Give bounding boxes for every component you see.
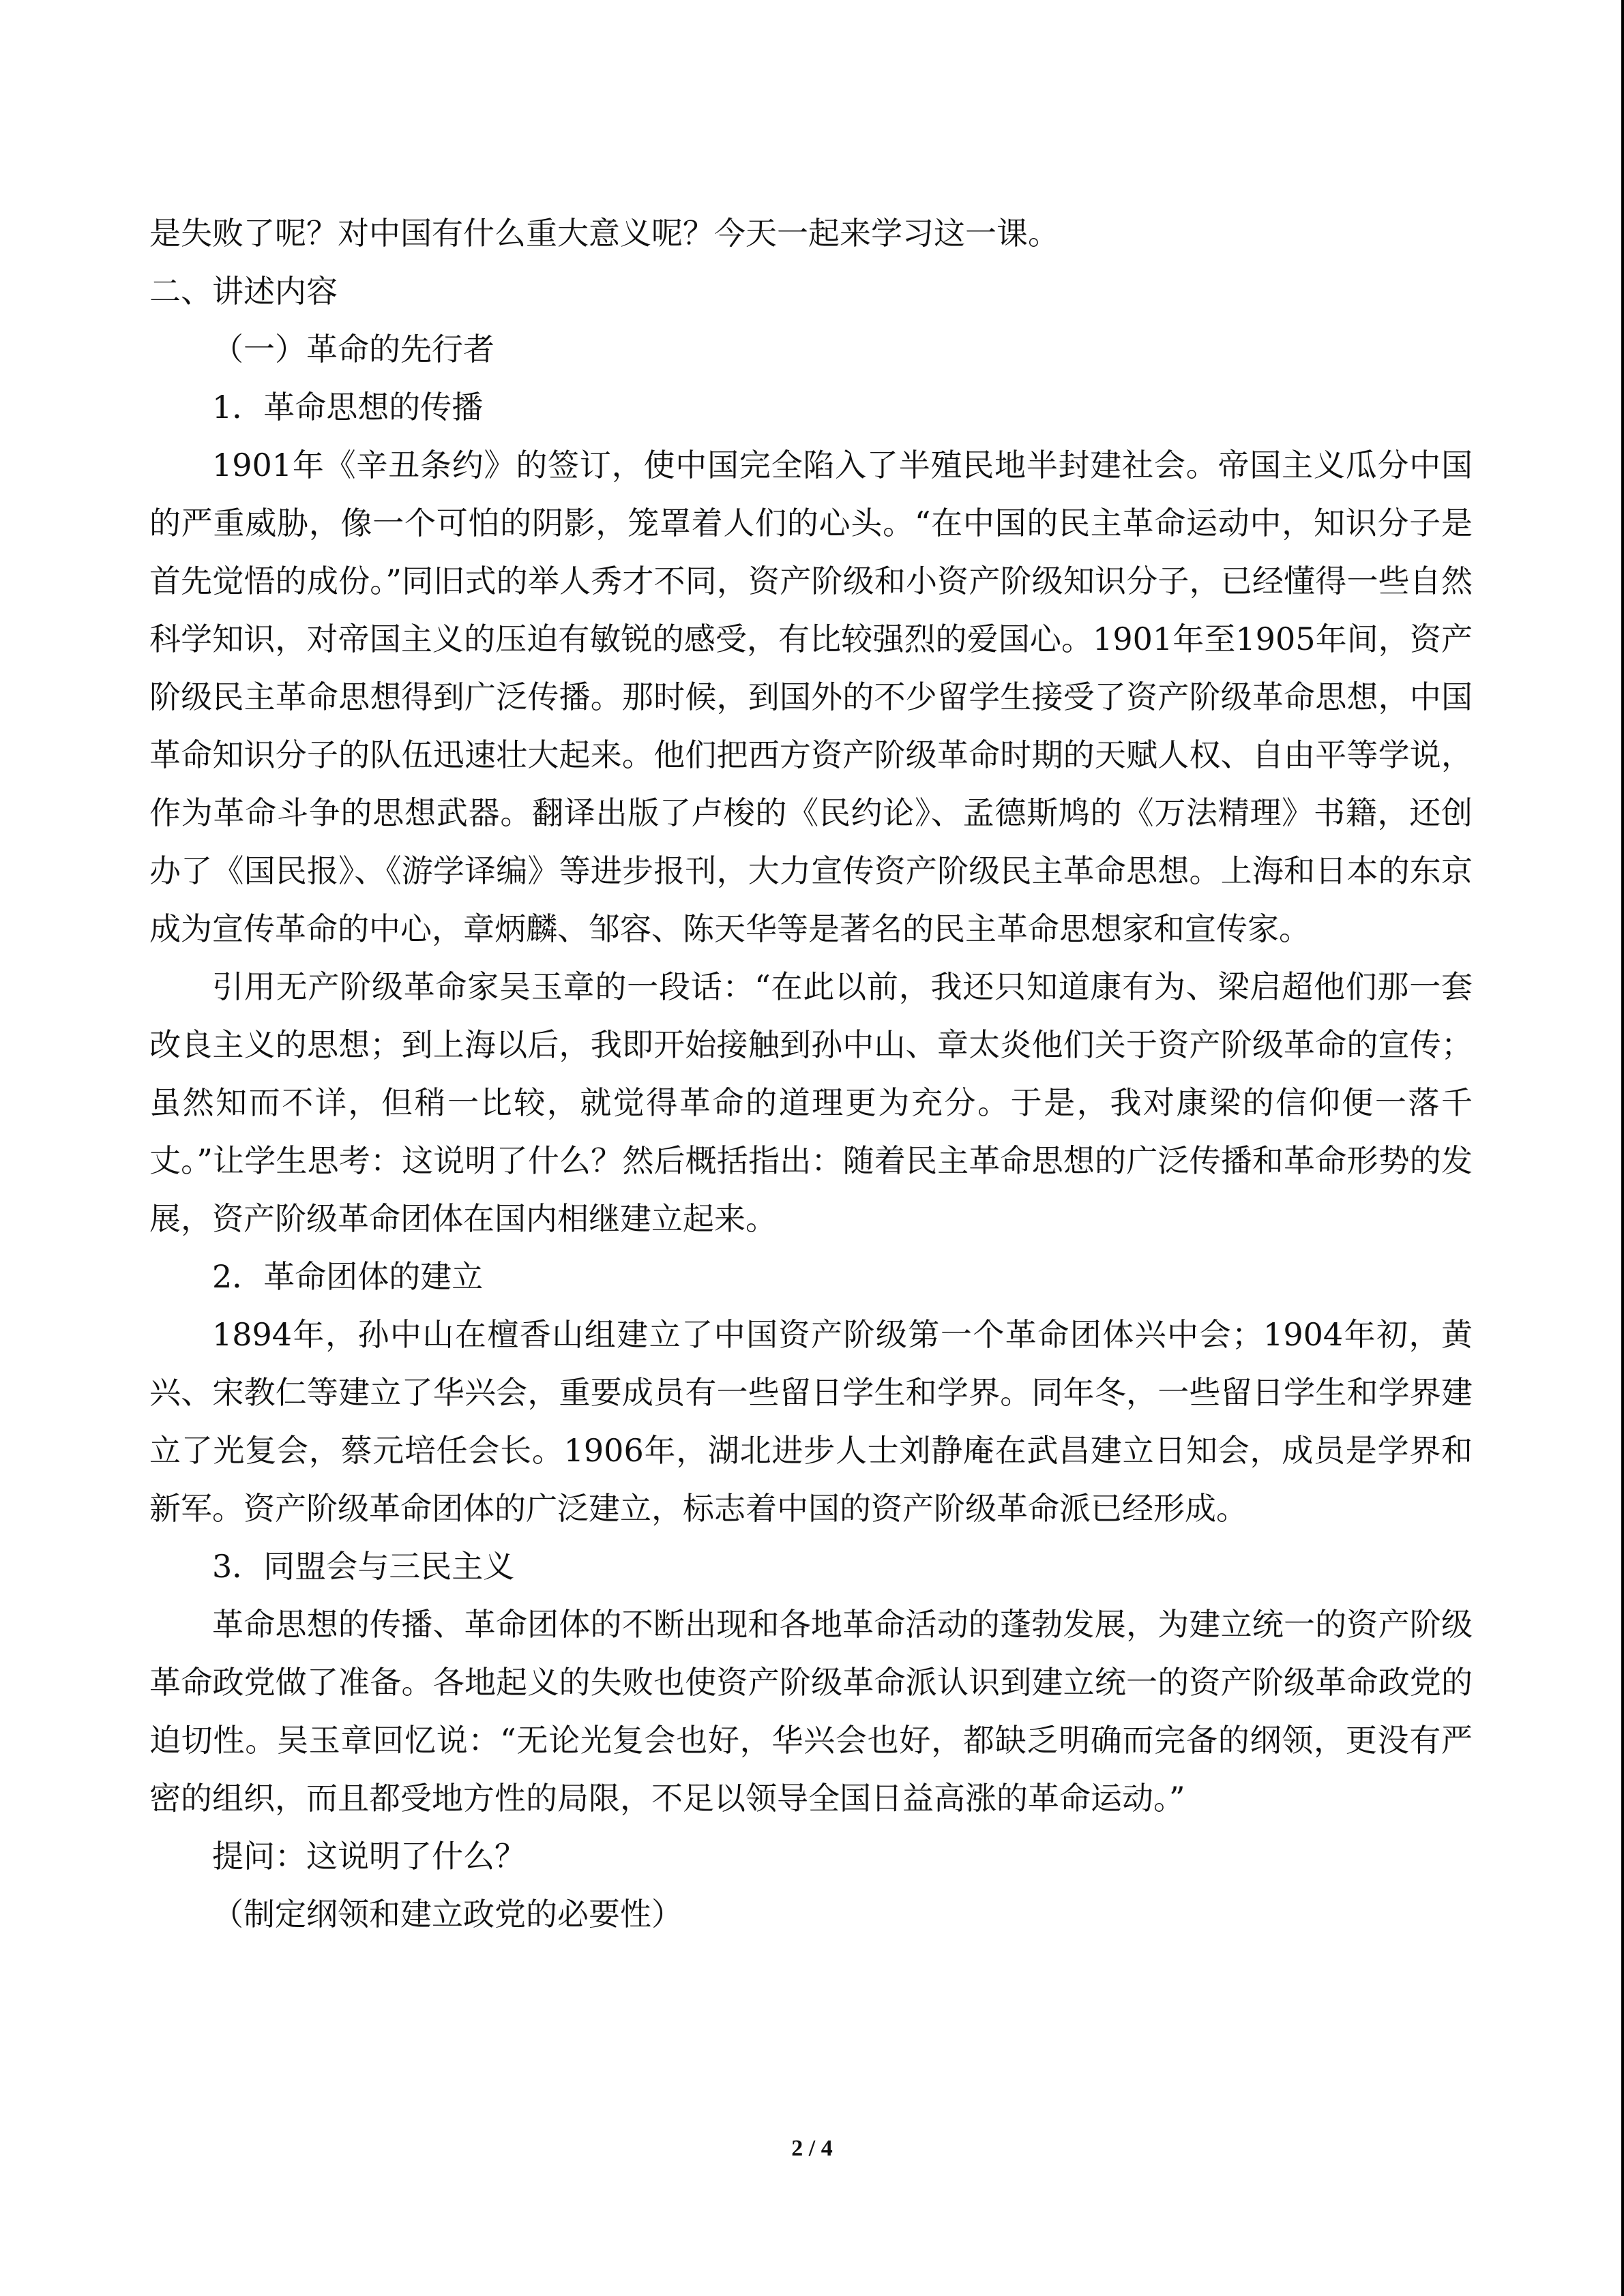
paragraph-answer: （制定纲领和建立政党的必要性） <box>212 1896 683 1933</box>
point-heading-tongmenghui: 3．同盟会与三民主义 <box>212 1548 515 1585</box>
paragraph-revolutionary-groups: 1894年，孙中山在檀香山组建立了中国资产阶级第一个革命团体兴中会；1904年初，黄兴、宋教仁等建立了华兴会，重要成员有一些留日学生和学界。同年冬，一些留日学生和学界建立了光复会，蔡元培任会长。1906年，湖北进步人士刘静庵在武昌建立日知会，成员是学界和新军。资产阶级革命团体的广泛建立，标志着中国的资产阶级革命派已经形成。 <box>149 1316 1473 1527</box>
paragraph-question: 提问：这说明了什么？ <box>212 1838 526 1875</box>
paragraph-spread-of-ideas: 1901年《辛丑条约》的签订，使中国完全陷入了半殖民地半封建社会。帝国主义瓜分中国的严重威胁，像一个可怕的阴影，笼罩着人们的心头。“在中国的民主革命运动中，知识分子是首先觉悟的成份。”同旧式的举人秀才不同，资产阶级和小资产阶级知识分子，已经懂得一些自然科学知识，对帝国主义的压迫有敏锐的感受，有比较强烈的爱国心。1901年至1905年间，资产阶级民主革命思想得到广泛传播。那时候，到国外的不少留学生接受了资产阶级革命思想，中国革命知识分子的队伍迅速壮大起来。他们把西方资产阶级革命时期的天赋人权、自由平等学说，作为革命斗争的思想武器。翻译出版了卢梭的《民约论》、孟德斯鸠的《万法精理》书籍，还创办了《国民报》、《游学译编》等进步报刊，大力宣传资产阶级民主革命思想。上海和日本的东京成为宣传革命的中心，章炳麟、邹容、陈天华等是著名的民主革命思想家和宣传家。 <box>149 447 1473 947</box>
document-body <box>149 205 1473 1943</box>
paragraph-wu-yuzhang-quote: 引用无产阶级革命家吴玉章的一段话：“在此以前，我还只知道康有为、梁启超他们那一套改良主义的思想；到上海以后，我即开始接触到孙中山、章太炎他们关于资产阶级革命的宣传；虽然知而不详，但稍一比较，就觉得革命的道理更为充分。于是，我对康梁的信仰便一落千丈。”让学生思考：这说明了什么？然后概括指出：随着民主革命思想的广泛传播和革命形势的发展，资产阶级革命团体在国内相继建立起来。 <box>149 968 1473 1237</box>
page-border <box>1621 0 1624 2296</box>
subsection-heading-pioneers: （一）革命的先行者 <box>212 331 494 368</box>
point-heading-revolutionary-groups: 2．革命团体的建立 <box>212 1258 484 1295</box>
paragraph-intro-continuation: 是失败了呢？对中国有什么重大意义呢？今天一起来学习这一课。 <box>149 215 1059 252</box>
section-heading-lecture-content: 二、讲述内容 <box>149 273 338 310</box>
paragraph-tongmenghui: 革命思想的传播、革命团体的不断出现和各地革命活动的蓬勃发展，为建立统一的资产阶级革命政党做了准备。各地起义的失败也使资产阶级革命派认识到建立统一的资产阶级革命政党的迫切性。吴玉章回忆说：“无论光复会也好，华兴会也好，都缺乏明确而完备的纲领，更没有严密的组织，而且都受地方性的局限，不足以领导全国日益高涨的革命运动。” <box>149 1606 1473 1817</box>
point-heading-spread-of-ideas: 1．革命思想的传播 <box>212 389 484 426</box>
page-number: 2 / 4 <box>791 2136 833 2161</box>
